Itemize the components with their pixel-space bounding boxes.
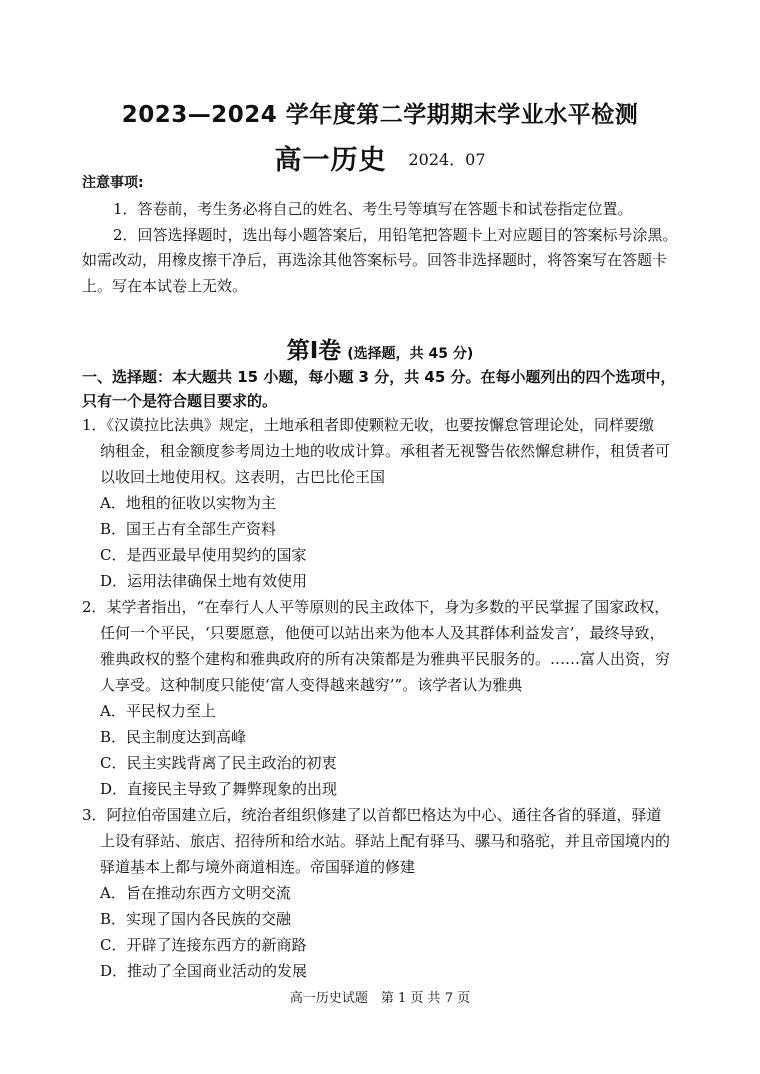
section-instruction: 一、选择题：本大题共 15 小题，每小题 3 分，共 45 分。在每小题列出的四个选项中， (82, 368, 676, 386)
question-3-option-d: D．推动了全国商业活动的发展 (100, 962, 308, 980)
question-3-text: 驿道基本上都与境外商道相连。帝国驿道的修建 (100, 858, 416, 876)
question-1-option-b: B．国王占有全部生产资料 (100, 520, 277, 538)
question-3-option-b: B．实现了国内各民族的交融 (100, 910, 292, 928)
section-subtitle: (选择题，共 45 分) (347, 346, 474, 362)
question-1-option-d: D．运用法律确保土地有效使用 (100, 572, 308, 590)
subject-title: 高一历史 (274, 145, 387, 176)
exam-title: 2023—2024 学年度第二学期期末学业水平检测 (121, 102, 639, 128)
question-2-option-b: B．民主制度达到高峰 (100, 728, 247, 746)
question-2-option-d: D．直接民主导致了舞弊现象的出现 (100, 780, 338, 798)
question-2-text: 任何一个平民，‘只要愿意，他便可以站出来为他本人及其群体利益发言’，最终导致， (100, 624, 665, 642)
notice-line: 1．答卷前，考生务必将自己的姓名、考生号等填写在答题卡和试卷指定位置。 (113, 200, 633, 218)
question-2-text: 人享受。这种制度只能使‘富人变得越来越穷’”。该学者认为雅典 (100, 676, 523, 694)
question-1-option-c: C．是西亚最早使用契约的国家 (100, 546, 307, 564)
question-2-text: 雅典政权的整个建构和雅典政府的所有决策都是为雅典平民服务的。……富人出资，穷 (100, 650, 671, 668)
question-1-text: 1．《汉谟拉比法典》规定，土地承租者即使颗粒无收，也要按懈怠管理论处，同样要缴 (82, 416, 655, 434)
question-3-option-a: A．旨在推动东西方文明交流 (100, 884, 291, 902)
question-3-text: 上设有驿站、旅店、招待所和给水站。驿站上配有驿马、骡马和骆驼，并且帝国境内的 (100, 832, 671, 850)
section-heading: 第Ⅰ卷 (286, 338, 342, 364)
question-3-option-c: C．开辟了连接东西方的新商路 (100, 936, 307, 954)
notice-line: 上。写在本试卷上无效。 (82, 277, 248, 295)
page-footer: 高一历史试题 第 1 页 共 7 页 (289, 991, 471, 1006)
question-3-text: 3．阿拉伯帝国建立后，统治者组织修建了以首都巴格达为中心、通往各省的驿道，驿道 (82, 806, 662, 824)
question-1-text: 纳租金，租金额度参考周边土地的收成计算。承租者无视警告依然懈怠耕作，租赁者可 (100, 442, 671, 460)
question-1-option-a: A．地租的征收以实物为主 (100, 494, 276, 512)
notice-line: 2．回答选择题时，选出每小题答案后，用铅笔把答题卡上对应题目的答案标号涂黑。 (113, 226, 678, 244)
question-2-text: 2．某学者指出，“在奉行人人平等原则的民主政体下，身为多数的平民掌握了国家政权， (82, 598, 670, 616)
question-2-option-c: C．民主实践背离了民主政治的初衷 (100, 754, 337, 772)
section-instruction: 只有一个是符合题目要求的。 (82, 392, 278, 410)
notice-line: 如需改动，用橡皮擦干净后，再选涂其他答案标号。回答非选择题时，将答案写在答题卡 (82, 251, 668, 269)
notice-label: 注意事项: (82, 175, 144, 191)
question-1-text: 以收回土地使用权。这表明，古巴比伦王国 (100, 468, 386, 486)
exam-date: 2024．07 (408, 150, 486, 169)
section-title (0, 332, 760, 365)
question-2-option-a: A．平民权力至上 (100, 702, 216, 720)
